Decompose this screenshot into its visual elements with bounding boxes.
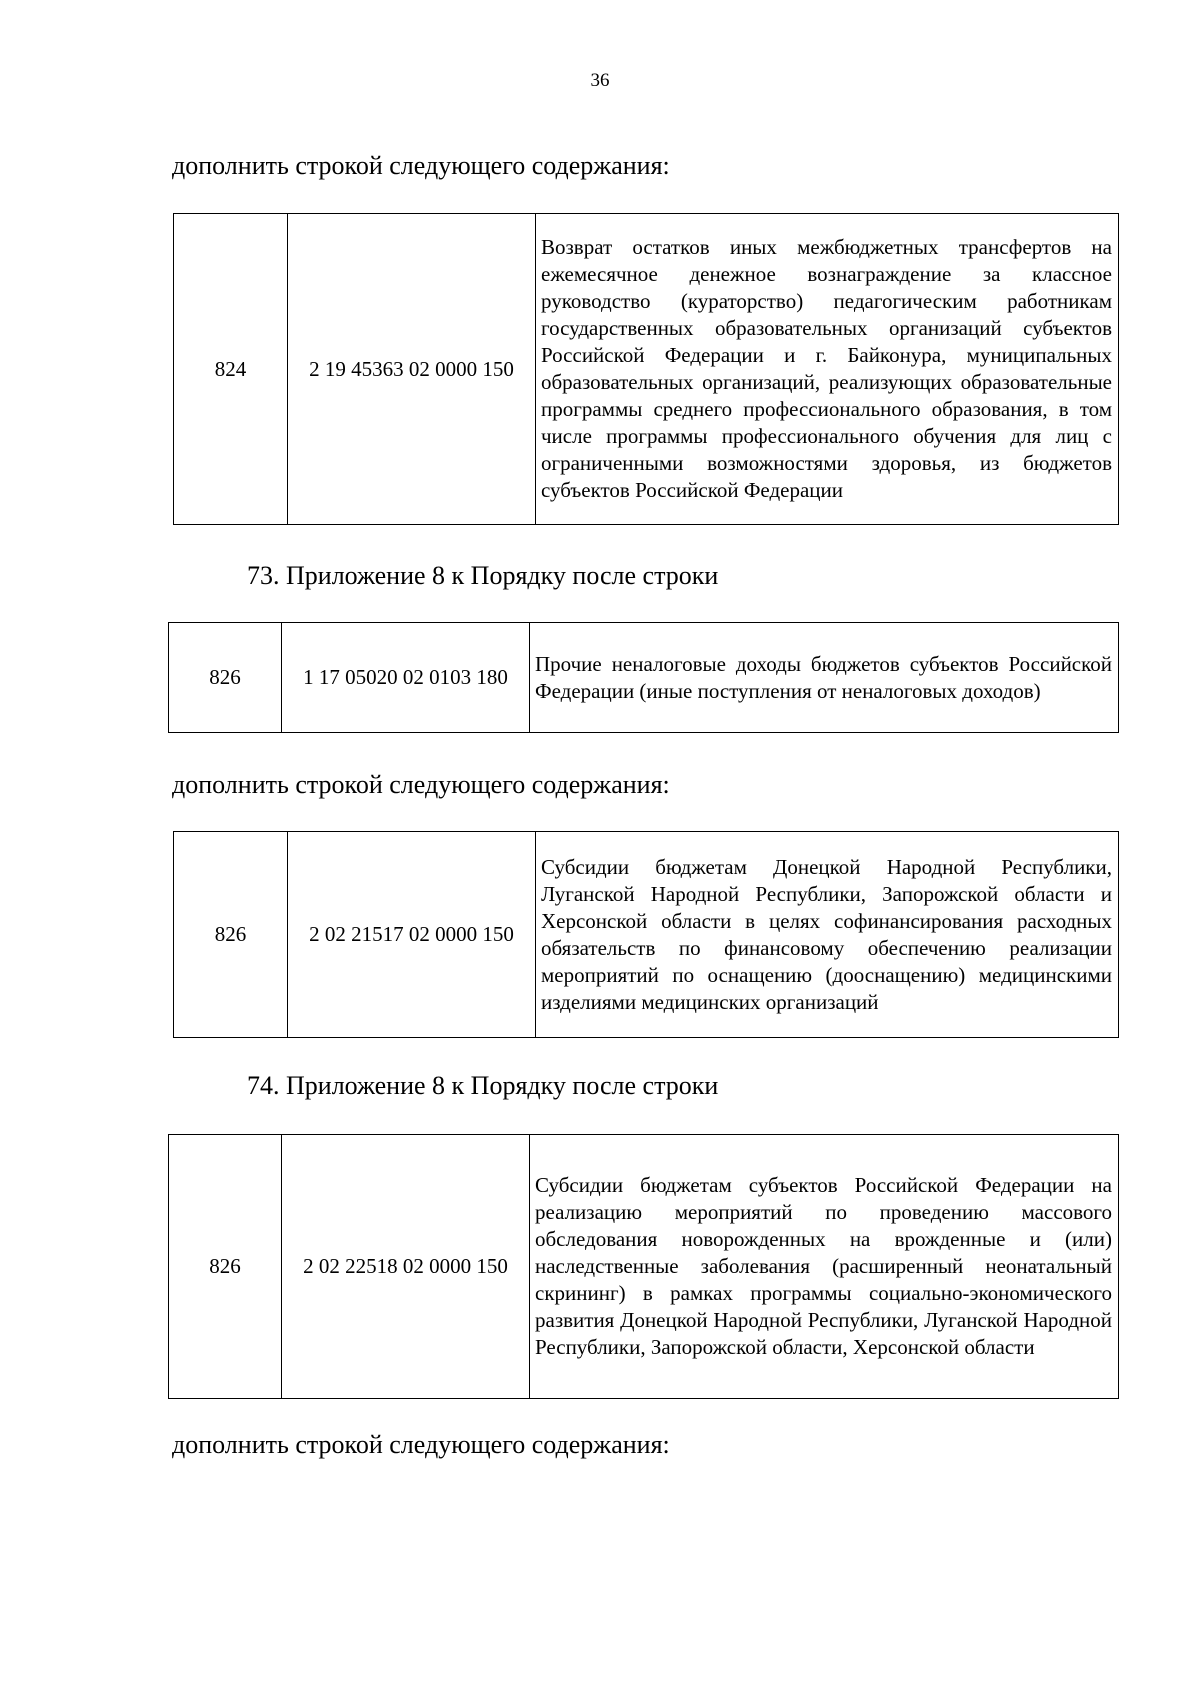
admin-code-cell: 826	[174, 832, 288, 1038]
paragraph-add-row: дополнить строкой следующего содержания:	[172, 151, 670, 180]
kbk-code-cell: 2 02 22518 02 0000 150	[282, 1135, 530, 1399]
paragraph-item-73: 73. Приложение 8 к Порядку после строки	[247, 561, 719, 590]
budget-row-table	[168, 622, 1119, 733]
paragraph-add-row: дополнить строкой следующего содержания:	[172, 770, 670, 799]
budget-row-table	[173, 213, 1119, 525]
admin-code-cell: 824	[174, 214, 288, 525]
paragraph-add-row: дополнить строкой следующего содержания:	[172, 1430, 670, 1459]
kbk-code-cell: 1 17 05020 02 0103 180	[282, 623, 530, 733]
description-cell: Возврат остатков иных межбюджетных трансфертов на ежемесячное денежное вознаграждение за классное руководство (кураторство) педагогическим работникам государственных образовательных организаций субъектов Российской Федерации и г. Байконура, муниципальных образовательных организаций, реализующих образовательные программы среднего профессионального образования, в том числе программы профессионального обучения для лиц с ограниченными возможностями здоровья, из бюджетов субъектов Российской Федерации	[536, 214, 1119, 525]
admin-code-cell: 826	[169, 623, 282, 733]
page-number: 36	[590, 70, 610, 91]
admin-code-cell: 826	[169, 1135, 282, 1399]
paragraph-item-74: 74. Приложение 8 к Порядку после строки	[247, 1071, 719, 1100]
table-row	[174, 214, 1119, 525]
table-row	[169, 623, 1119, 733]
kbk-code-cell: 2 02 21517 02 0000 150	[288, 832, 536, 1038]
table-row	[169, 1135, 1119, 1399]
budget-row-table	[173, 831, 1119, 1038]
description-cell: Субсидии бюджетам Донецкой Народной Республики, Луганской Народной Республики, Запорожской области и Херсонской области в целях софинансирования расходных обязательств по финансовому обеспечению реализации мероприятий по оснащению (дооснащению) медицинскими изделиями медицинских организаций	[536, 832, 1119, 1038]
kbk-code-cell: 2 19 45363 02 0000 150	[288, 214, 536, 525]
budget-row-table	[168, 1134, 1119, 1399]
description-cell: Субсидии бюджетам субъектов Российской Федерации на реализацию мероприятий по проведению массового обследования новорожденных на врожденные и (или) наследственные заболевания (расширенный неонатальный скрининг) в рамках программы социально-экономического развития Донецкой Народной Республики, Луганской Народной Республики, Запорожской области, Херсонской области	[530, 1135, 1119, 1399]
description-cell: Прочие неналоговые доходы бюджетов субъектов Российской Федерации (иные поступления от неналоговых доходов)	[530, 623, 1119, 733]
table-row	[174, 832, 1119, 1038]
